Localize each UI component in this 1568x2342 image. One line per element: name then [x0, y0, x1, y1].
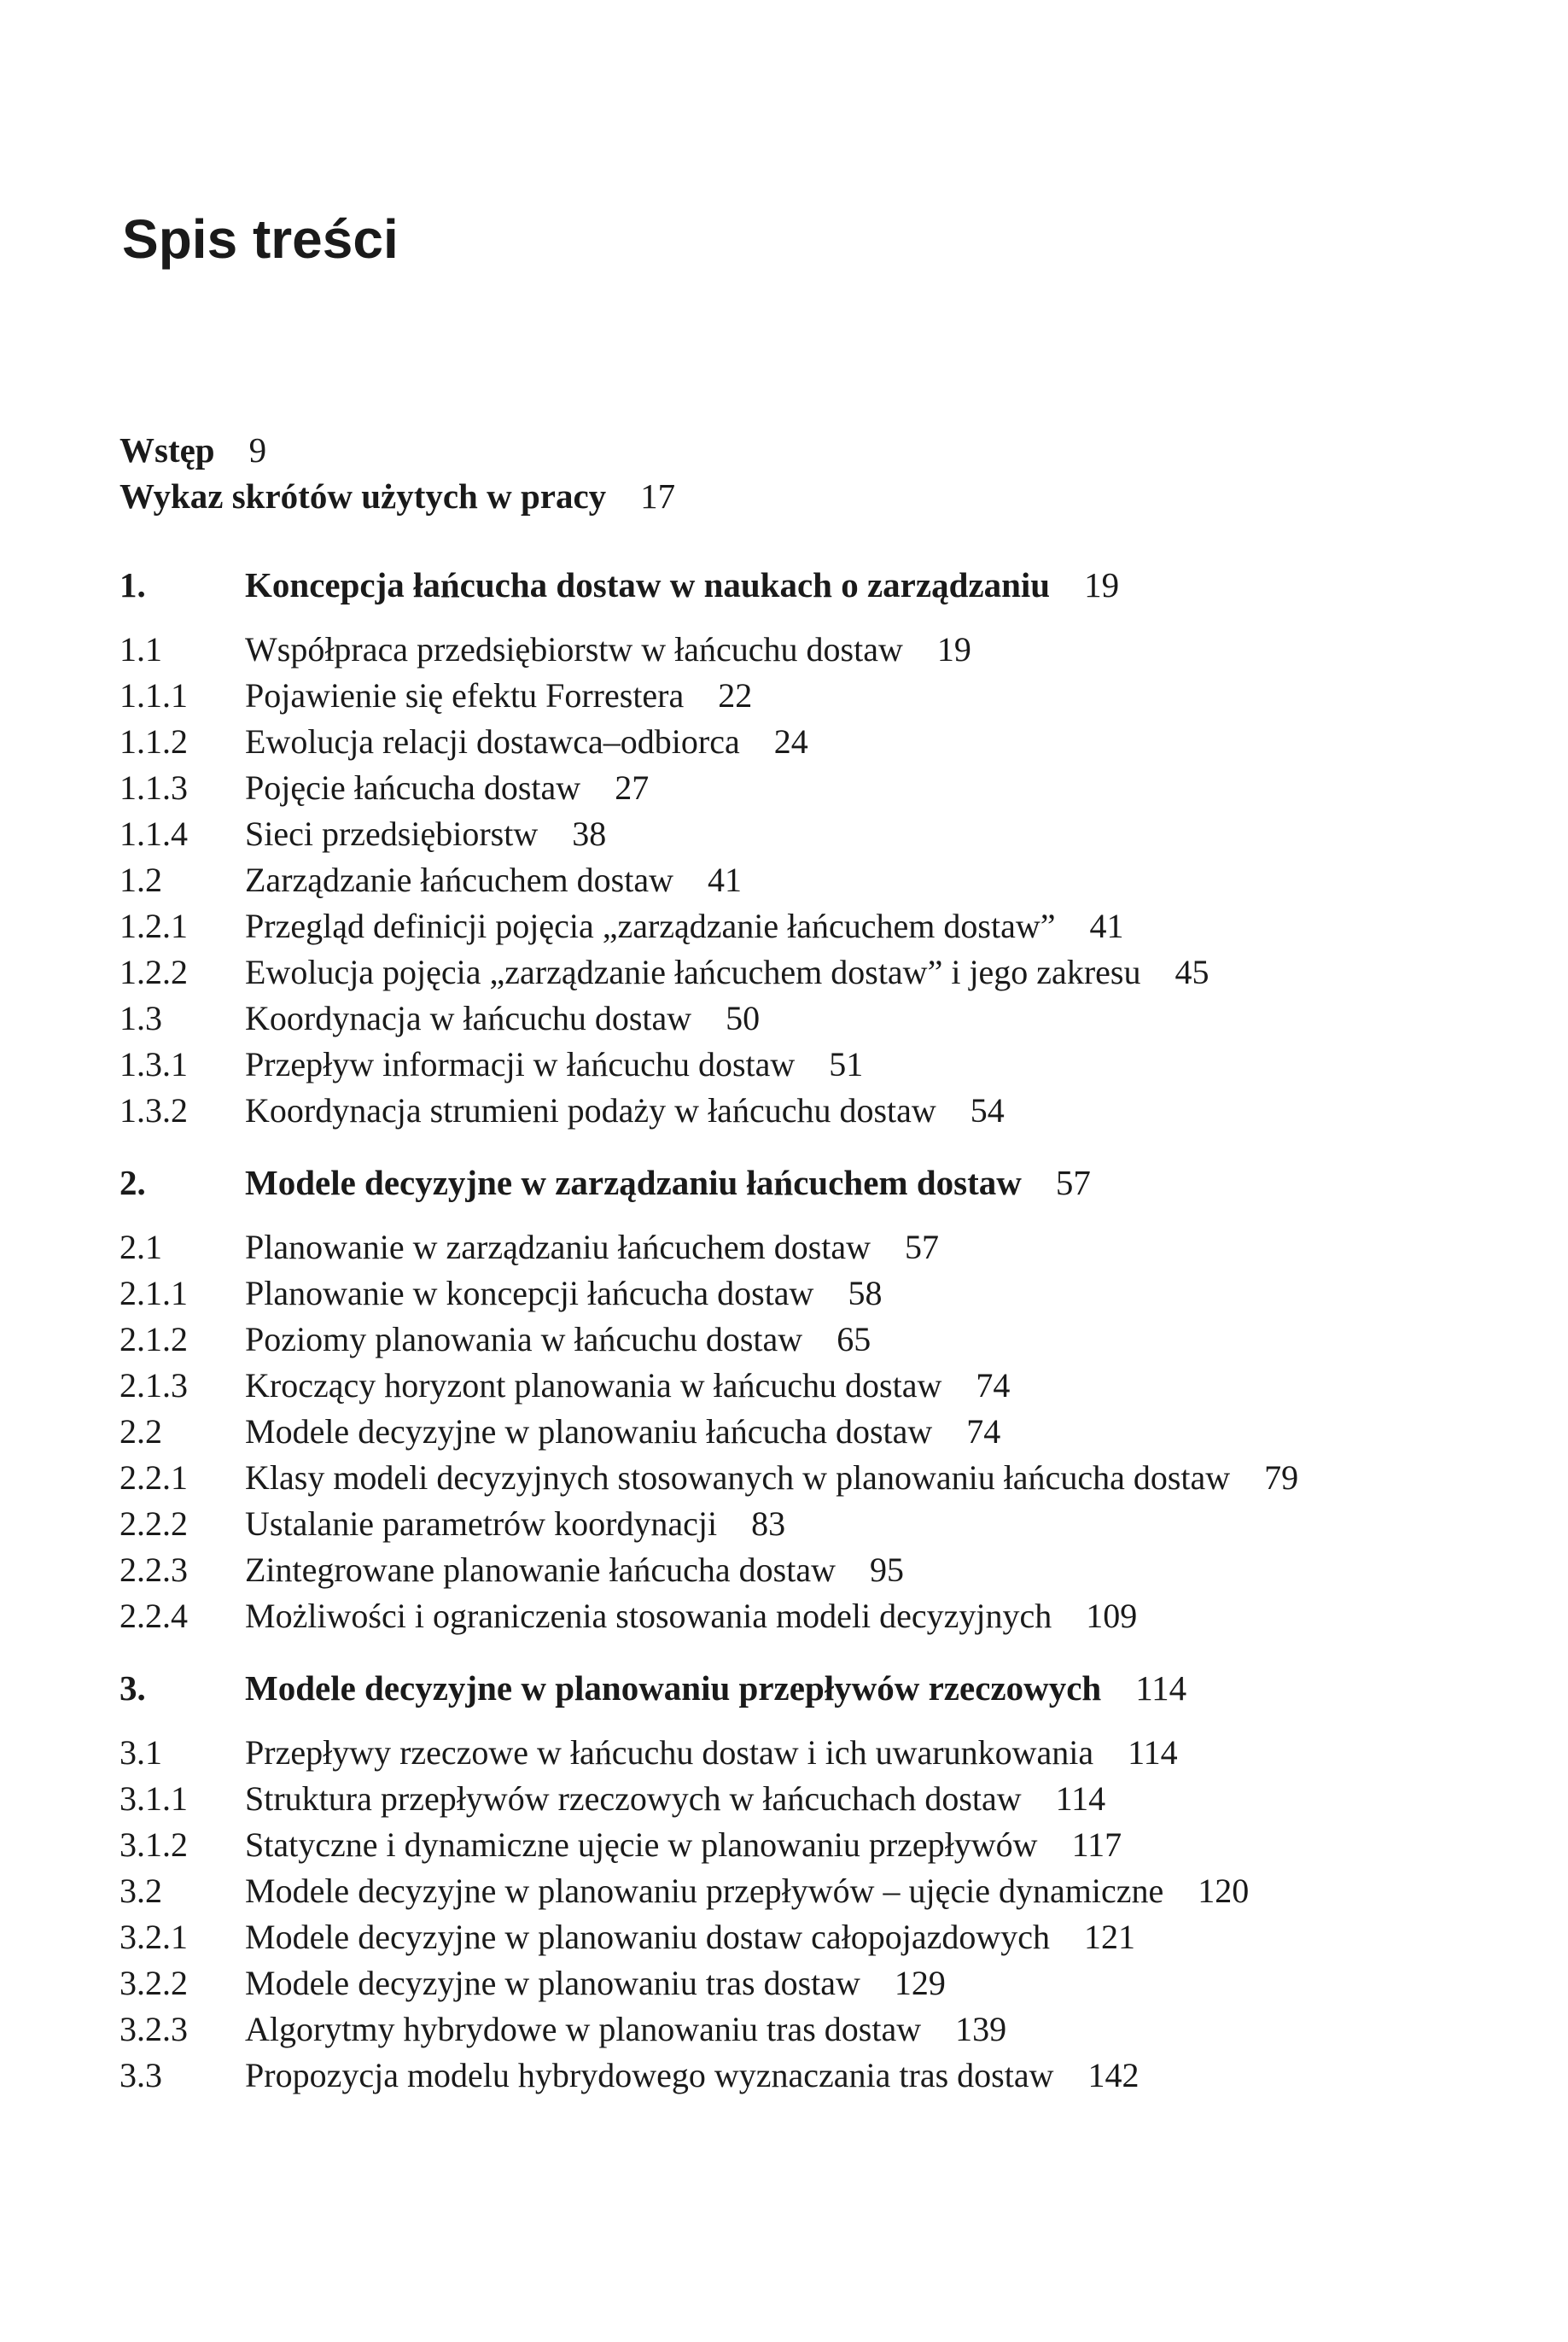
section-title: Koordynacja strumieni podaży w łańcuchu dostaw: [245, 1091, 936, 1130]
toc-entry: [119, 1042, 1536, 1088]
toc-entry: [119, 1914, 1536, 1960]
section-page: 50: [726, 999, 761, 1037]
toc-entry: [119, 627, 1536, 673]
section-page: 114: [1055, 1779, 1106, 1818]
section-page: 142: [1087, 2056, 1140, 2094]
section-title: Sieci przedsiębiorstw: [245, 815, 539, 853]
section-title: Ustalanie parametrów koordynacji: [245, 1504, 718, 1543]
section-page: 22: [718, 676, 753, 715]
section-page: 139: [955, 2010, 1007, 2048]
toc-entry-title: Wykaz skrótów użytych w pracy: [119, 476, 607, 516]
section-number: 1.1.2: [119, 722, 188, 761]
section-number: 3.3: [119, 2056, 162, 2094]
section-title: Zarządzanie łańcuchem dostaw: [245, 861, 673, 899]
section-page: 57: [905, 1228, 940, 1266]
chapter-number: 2.: [119, 1163, 146, 1202]
section-page: 41: [707, 861, 742, 899]
toc-entry: [119, 1270, 1536, 1317]
section-title: Planowanie w zarządzaniu łańcuchem dostaw: [245, 1228, 871, 1266]
section-page: 117: [1071, 1825, 1122, 1864]
toc-entry: [119, 1547, 1536, 1593]
toc-entry: [119, 1088, 1536, 1134]
section-page: 27: [615, 768, 650, 807]
section-number: 1.3.1: [119, 1045, 188, 1083]
section-page: 51: [829, 1045, 864, 1083]
toc-entry-page: 9: [248, 430, 267, 470]
section-title: Zintegrowane planowanie łańcucha dostaw: [245, 1551, 836, 1589]
toc-entry: [119, 765, 1536, 811]
section-page: 74: [976, 1366, 1011, 1405]
section-page: 79: [1264, 1458, 1299, 1497]
section-number: 3.1: [119, 1733, 162, 1772]
section-page: 54: [970, 1091, 1005, 1130]
section-title: Pojęcie łańcucha dostaw: [245, 768, 581, 807]
section-number: 2.1.1: [119, 1274, 188, 1312]
section-title: Pojawienie się efektu Forrestera: [245, 676, 685, 715]
chapter-title: Koncepcja łańcucha dostaw w naukach o zarządzaniu: [245, 565, 1051, 604]
section-number: 1.1: [119, 630, 162, 669]
section-title: Modele decyzyjne w planowaniu przepływów – ujęcie dynamiczne: [245, 1872, 1164, 1910]
section-number: 2.1: [119, 1228, 162, 1266]
section-number: 1.1.1: [119, 676, 188, 715]
section-title: Ewolucja relacji dostawca–odbiorca: [245, 722, 740, 761]
toc-entry: [119, 1822, 1536, 1868]
section-title: Klasy modeli decyzyjnych stosowanych w planowaniu łańcucha dostaw: [245, 1458, 1231, 1497]
toc-entry: [119, 1730, 1536, 1776]
toc-entry: [119, 1776, 1536, 1822]
chapter-heading: [119, 1159, 1536, 1206]
section-page: 120: [1198, 1872, 1250, 1910]
section-page: 65: [836, 1320, 871, 1358]
section-number: 3.2.3: [119, 2010, 188, 2048]
chapter-list: [119, 562, 1536, 2099]
section-page: 38: [572, 815, 607, 853]
section-number: 2.1.3: [119, 1366, 188, 1405]
section-title: Przegląd definicji pojęcia „zarządzanie łańcuchem dostaw”: [245, 907, 1056, 945]
section-title: Planowanie w koncepcji łańcucha dostaw: [245, 1274, 814, 1312]
toc-entry: [119, 1960, 1536, 2006]
section-number: 1.2.2: [119, 953, 188, 991]
section-title: Koordynacja w łańcuchu dostaw: [245, 999, 692, 1037]
section-number: 2.2.4: [119, 1597, 188, 1635]
section-title: Poziomy planowania w łańcuchu dostaw: [245, 1320, 803, 1358]
section-page: 129: [894, 1964, 946, 2002]
toc-entry: [119, 857, 1536, 903]
section-number: 2.2.3: [119, 1551, 188, 1589]
chapter-page: 114: [1135, 1668, 1187, 1708]
section-number: 3.2.2: [119, 1964, 188, 2002]
section-page: 19: [936, 630, 971, 669]
toc-entry: [119, 996, 1536, 1042]
toc-entry: [119, 1363, 1536, 1409]
toc-entry: [119, 1593, 1536, 1639]
chapter-title: Modele decyzyjne w planowaniu przepływów rzeczowych: [245, 1668, 1102, 1708]
toc-entry: [119, 949, 1536, 996]
section-title: Struktura przepływów rzeczowych w łańcuchach dostaw: [245, 1779, 1022, 1818]
toc-entry: [119, 1501, 1536, 1547]
section-title: Przepływy rzeczowe w łańcuchu dostaw i ich uwarunkowania: [245, 1733, 1094, 1772]
section-title: Możliwości i ograniczenia stosowania modeli decyzyjnych: [245, 1597, 1052, 1635]
chapter-page: 19: [1084, 565, 1120, 604]
table-of-contents: [119, 427, 1536, 2099]
section-page: 121: [1084, 1918, 1136, 1956]
section-number: 1.1.3: [119, 768, 188, 807]
toc-entry: [119, 903, 1536, 949]
section-page: 41: [1089, 907, 1124, 945]
section-title: Współpraca przedsiębiorstw w łańcuchu dostaw: [245, 630, 903, 669]
chapter-number: 1.: [119, 565, 146, 604]
section-page: 114: [1128, 1733, 1178, 1772]
chapter-heading: [119, 1665, 1536, 1711]
section-title: Modele decyzyjne w planowaniu łańcucha dostaw: [245, 1412, 933, 1451]
section-page: 58: [848, 1274, 883, 1312]
toc-entry-page: 17: [640, 476, 676, 516]
section-number: 3.2.1: [119, 1918, 188, 1956]
toc-entry: [119, 1868, 1536, 1914]
chapter-number: 3.: [119, 1668, 146, 1708]
toc-entry: [119, 1224, 1536, 1270]
section-number: 1.3: [119, 999, 162, 1037]
chapter-title: Modele decyzyjne w zarządzaniu łańcuchem dostaw: [245, 1163, 1022, 1202]
section-title: Propozycja modelu hybrydowego wyznaczania tras dostaw: [245, 2056, 1054, 2094]
chapter-page: 57: [1055, 1163, 1091, 1202]
section-page: 45: [1175, 953, 1210, 991]
section-number: 3.1.2: [119, 1825, 188, 1864]
toc-entry: [119, 1317, 1536, 1363]
section-title: Algorytmy hybrydowe w planowaniu tras dostaw: [245, 2010, 922, 2048]
toc-entry: [119, 1409, 1536, 1455]
section-page: 95: [869, 1551, 904, 1589]
section-number: 1.2: [119, 861, 162, 899]
section-page: 83: [751, 1504, 786, 1543]
toc-entry: [119, 1455, 1536, 1501]
toc-entry: [119, 2006, 1536, 2053]
chapter-heading: [119, 562, 1536, 608]
section-number: 1.1.4: [119, 815, 188, 853]
section-number: 2.2.1: [119, 1458, 188, 1497]
section-number: 3.2: [119, 1872, 162, 1910]
toc-entry: [119, 2053, 1536, 2099]
toc-entry: [119, 811, 1536, 857]
section-number: 1.3.2: [119, 1091, 188, 1130]
section-number: 2.2.2: [119, 1504, 188, 1543]
toc-entry-title: Wstęp: [119, 430, 215, 470]
section-page: 74: [966, 1412, 1001, 1451]
section-number: 1.2.1: [119, 907, 188, 945]
section-title: Statyczne i dynamiczne ujęcie w planowaniu przepływów: [245, 1825, 1038, 1864]
section-title: Modele decyzyjne w planowaniu dostaw całopojazdowych: [245, 1918, 1051, 1956]
toc-entry: [119, 673, 1536, 719]
toc-entry-intro: [119, 427, 1536, 473]
section-title: Przepływ informacji w łańcuchu dostaw: [245, 1045, 796, 1083]
section-title: Modele decyzyjne w planowaniu tras dostaw: [245, 1964, 860, 2002]
toc-entry: [119, 719, 1536, 765]
section-page: 109: [1086, 1597, 1138, 1635]
section-number: 2.2: [119, 1412, 162, 1451]
section-title: Kroczący horyzont planowania w łańcuchu dostaw: [245, 1366, 942, 1405]
section-number: 2.1.2: [119, 1320, 188, 1358]
section-number: 3.1.1: [119, 1779, 188, 1818]
page-title: Spis treści: [122, 208, 399, 270]
section-title: Ewolucja pojęcia „zarządzanie łańcuchem dostaw” i jego zakresu: [245, 953, 1141, 991]
section-page: 24: [773, 722, 808, 761]
toc-entry-abbreviations: [119, 473, 1536, 519]
